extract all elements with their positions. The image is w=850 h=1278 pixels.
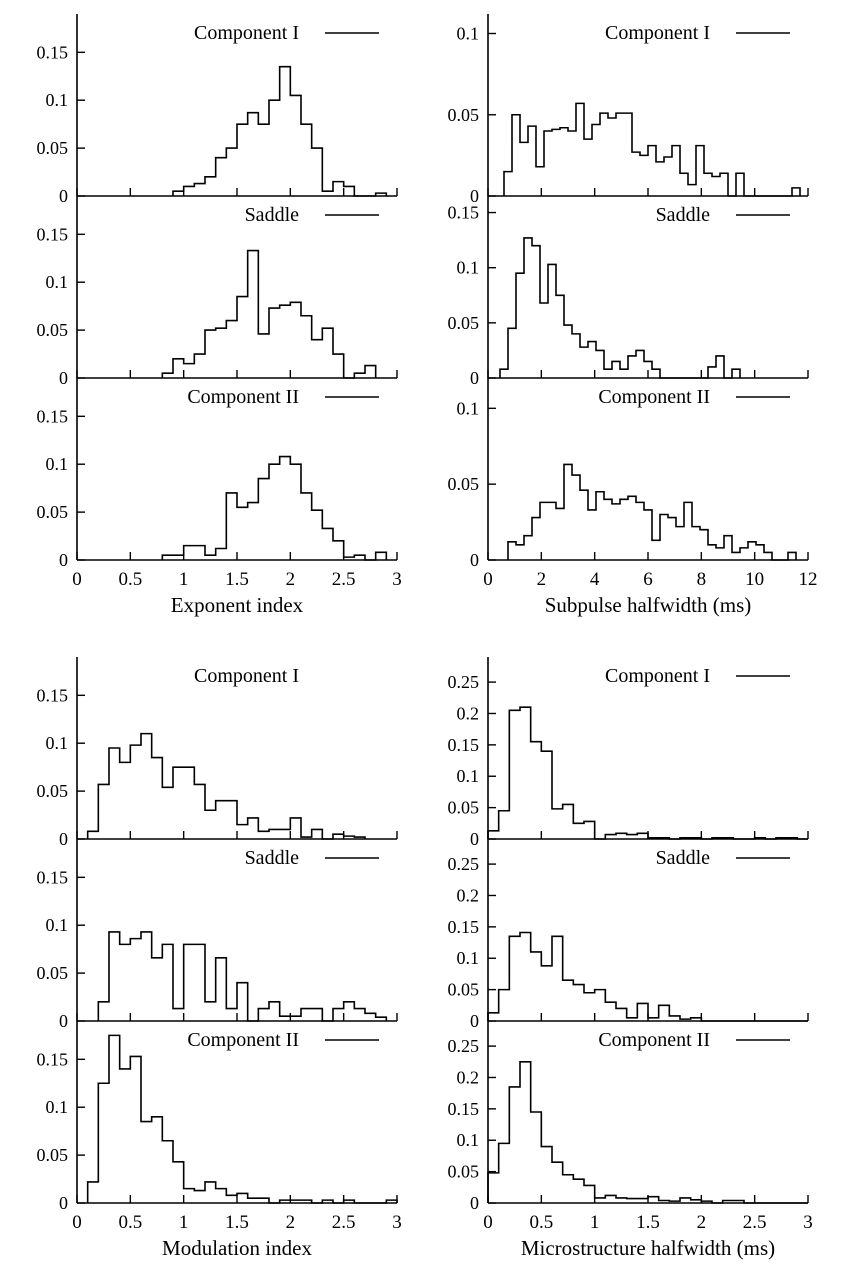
x-tick-label: 2.5 xyxy=(331,1212,356,1233)
x-axis-title-subpulse-halfwidth-ms: Subpulse halfwidth (ms) xyxy=(544,593,752,617)
y-tick-label: 0.1 xyxy=(456,1130,479,1151)
x-tick-label: 6 xyxy=(643,569,653,590)
y-tick-label: 0 xyxy=(470,1193,479,1213)
x-tick-label: 2 xyxy=(285,1212,296,1233)
x-axis-title-modulation-index: Modulation index xyxy=(162,1236,312,1260)
y-tick-label: 0.15 xyxy=(36,224,68,245)
legend-label-exponent-index-component-ii: Component II xyxy=(187,386,299,408)
y-tick-label: 0 xyxy=(59,1011,68,1031)
y-tick-label: 0.1 xyxy=(45,90,68,111)
x-tick-label: 1.5 xyxy=(636,1212,660,1233)
y-tick-label: 0.2 xyxy=(456,1067,479,1088)
x-tick-label: 1 xyxy=(178,1212,189,1233)
y-tick-label: 0.05 xyxy=(36,502,68,523)
y-tick-label: 0.05 xyxy=(36,1145,68,1166)
x-tick-label: 0 xyxy=(72,569,82,590)
x-axis-title-exponent-index: Exponent index xyxy=(170,593,304,617)
y-tick-label: 0.25 xyxy=(447,672,479,693)
x-tick-label: 1 xyxy=(178,569,189,590)
y-tick-label: 0 xyxy=(59,1193,68,1213)
y-tick-label: 0.25 xyxy=(447,1036,479,1057)
y-tick-label: 0.1 xyxy=(45,454,68,475)
legend-label-microstructure-halfwidth-ms-component-ii: Component II xyxy=(598,1029,710,1051)
y-tick-label: 0 xyxy=(59,829,68,849)
legend-label-microstructure-halfwidth-ms-saddle: Saddle xyxy=(655,847,710,869)
legend-label-modulation-index-saddle: Saddle xyxy=(244,847,299,869)
y-tick-label: 0 xyxy=(59,368,68,388)
y-tick-label: 0.1 xyxy=(45,1097,68,1118)
legend-label-subpulse-halfwidth-ms-component-i: Component I xyxy=(605,22,710,44)
x-tick-label: 0.5 xyxy=(529,1212,554,1233)
y-tick-label: 0.05 xyxy=(36,781,68,802)
legend-label-microstructure-halfwidth-ms-component-i: Component I xyxy=(605,665,710,687)
legend-label-subpulse-halfwidth-ms-saddle: Saddle xyxy=(655,204,710,226)
x-tick-label: 0 xyxy=(483,569,493,590)
y-tick-label: 0.05 xyxy=(447,104,479,125)
y-tick-label: 0.15 xyxy=(447,734,479,755)
x-tick-label: 4 xyxy=(589,569,600,590)
x-tick-label: 2 xyxy=(696,1212,707,1233)
y-tick-label: 0.15 xyxy=(447,1098,479,1119)
y-tick-label: 0 xyxy=(59,186,68,206)
y-tick-label: 0.1 xyxy=(45,915,68,936)
legend-label-exponent-index-component-i: Component I xyxy=(194,22,299,44)
y-tick-label: 0.1 xyxy=(456,257,479,278)
y-tick-label: 0.05 xyxy=(36,138,68,159)
legend-label-exponent-index-saddle: Saddle xyxy=(244,204,299,226)
y-tick-label: 0.1 xyxy=(45,272,68,293)
x-tick-label: 0.5 xyxy=(118,1212,143,1233)
x-tick-label: 3 xyxy=(803,1212,813,1233)
x-tick-label: 2.5 xyxy=(742,1212,767,1233)
x-tick-label: 1.5 xyxy=(225,569,249,590)
x-tick-label: 1.5 xyxy=(225,1212,249,1233)
y-tick-label: 0.15 xyxy=(36,867,68,888)
y-tick-label: 0.1 xyxy=(45,733,68,754)
y-tick-label: 0 xyxy=(470,829,479,849)
x-tick-label: 1 xyxy=(589,1212,600,1233)
y-tick-label: 0.05 xyxy=(447,797,479,818)
x-axis-title-microstructure-halfwidth-ms: Microstructure halfwidth (ms) xyxy=(520,1236,776,1260)
y-tick-label: 0.2 xyxy=(456,703,479,724)
y-tick-label: 0 xyxy=(59,550,68,570)
x-tick-label: 2 xyxy=(285,569,296,590)
y-tick-label: 0.05 xyxy=(447,979,479,1000)
y-tick-label: 0.05 xyxy=(447,312,479,333)
y-tick-label: 0.1 xyxy=(456,398,479,419)
y-tick-label: 0.2 xyxy=(456,885,479,906)
y-tick-label: 0.15 xyxy=(36,406,68,427)
legend-label-modulation-index-component-ii: Component II xyxy=(187,1029,299,1051)
y-tick-label: 0.05 xyxy=(447,1161,479,1182)
x-tick-label: 0 xyxy=(72,1212,82,1233)
x-tick-label: 10 xyxy=(745,569,765,590)
y-tick-label: 0.15 xyxy=(447,202,479,223)
y-tick-label: 0.1 xyxy=(456,23,479,44)
y-tick-label: 0 xyxy=(470,1011,479,1031)
y-tick-label: 0.05 xyxy=(447,474,479,495)
y-tick-label: 0 xyxy=(470,186,479,206)
x-tick-label: 3 xyxy=(392,569,402,590)
x-tick-label: 0.5 xyxy=(118,569,143,590)
y-tick-label: 0.05 xyxy=(36,963,68,984)
legend-label-modulation-index-component-i: Component I xyxy=(194,665,299,687)
x-tick-label: 3 xyxy=(392,1212,402,1233)
y-tick-label: 0.25 xyxy=(447,854,479,875)
y-tick-label: 0 xyxy=(470,550,479,570)
x-tick-label: 2.5 xyxy=(331,569,356,590)
legend-label-subpulse-halfwidth-ms-component-ii: Component II xyxy=(598,386,710,408)
y-tick-label: 0.15 xyxy=(447,916,479,937)
y-tick-label: 0.05 xyxy=(36,320,68,341)
x-tick-label: 8 xyxy=(696,569,707,590)
y-tick-label: 0.1 xyxy=(456,766,479,787)
x-tick-label: 12 xyxy=(798,569,818,590)
y-tick-label: 0.15 xyxy=(36,685,68,706)
y-tick-label: 0.15 xyxy=(36,42,68,63)
y-tick-label: 0 xyxy=(470,368,479,388)
x-tick-label: 2 xyxy=(536,569,547,590)
y-tick-label: 0.15 xyxy=(36,1049,68,1070)
y-tick-label: 0.1 xyxy=(456,948,479,969)
x-tick-label: 0 xyxy=(483,1212,493,1233)
